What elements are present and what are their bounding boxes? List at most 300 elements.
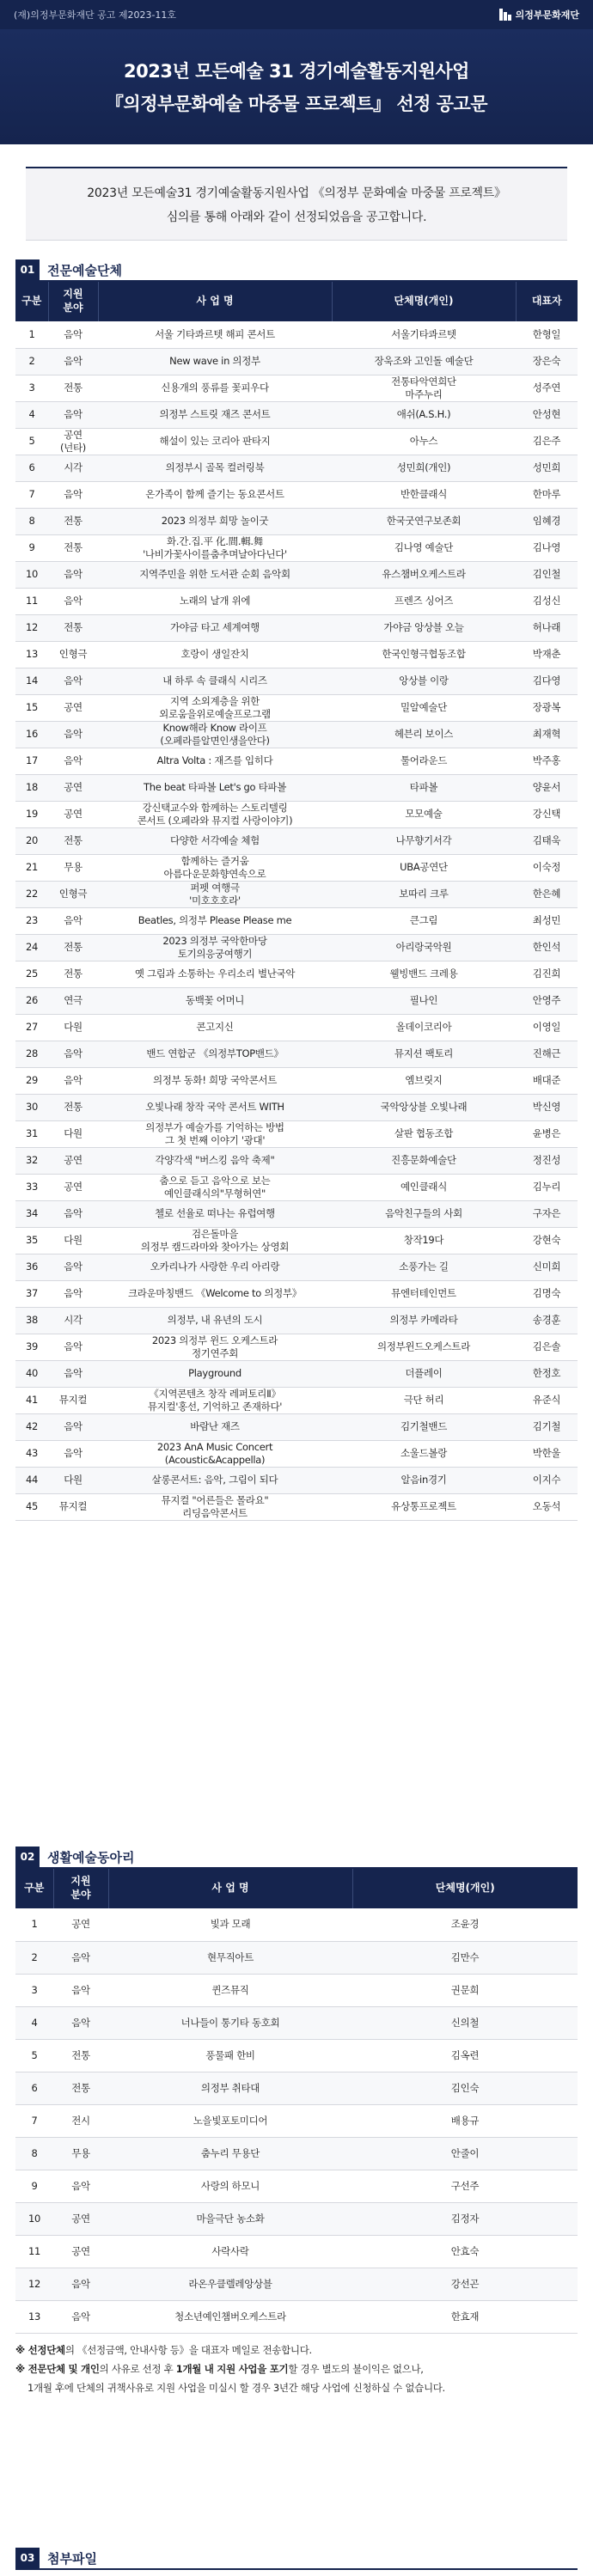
table-cell: 45 <box>15 1493 48 1520</box>
table-cell: 윤병은 <box>516 1120 578 1147</box>
column-header: 구분 <box>15 282 48 321</box>
table-cell: 춤으로 듣고 음악으로 보는 예인클래식의"무형허연" <box>98 1174 332 1200</box>
table-row <box>15 1334 578 1360</box>
table-cell: 2023 의정부 국악한마당 토기의응궁여행기 <box>98 934 332 961</box>
table-cell: 헤븐리 보이스 <box>332 721 516 748</box>
table-cell: 극단 허리 <box>332 1387 516 1413</box>
table-cell: Know해라 Know 라이프 (오페라를알면인생을안다) <box>98 721 332 748</box>
table-cell: 공연 <box>53 2235 108 2268</box>
table-cell: 뮤지션 팩토리 <box>332 1041 516 1067</box>
table-cell: 5 <box>15 428 48 455</box>
table-cell: 37 <box>15 1280 48 1307</box>
table-cell: 김만수 <box>352 1941 578 1974</box>
table-cell: 6 <box>15 2072 53 2104</box>
table-cell: 1 <box>15 1908 53 1941</box>
table-cell: 김옥련 <box>352 2039 578 2072</box>
table-cell: 27 <box>15 1014 48 1041</box>
table-cell: 26 <box>15 987 48 1014</box>
note-text: 할 경우 별도의 불이익은 없으나, <box>288 2362 424 2375</box>
table-cell: 공연 <box>48 801 98 827</box>
table-cell: 강신택교수와 함께하는 스토리텔링 콘서트 (오페라와 뮤지컬 사랑이야기) <box>98 801 332 827</box>
table-cell: 31 <box>15 1120 48 1147</box>
table-cell: 전통 <box>53 2039 108 2072</box>
table-cell: 음악 <box>53 1941 108 1974</box>
table-cell: 김나영 <box>516 534 578 561</box>
table-cell: 마을극단 농소화 <box>108 2202 352 2235</box>
section-title: 첨부파일 <box>47 2550 97 2567</box>
column-header: 지원 분야 <box>53 1869 108 1908</box>
table-cell: 음악 <box>48 1334 98 1360</box>
table-cell: 김기철 <box>516 1413 578 1440</box>
table-cell: 33 <box>15 1174 48 1200</box>
hero-title-line2: 『의정부문화예술 마중물 프로젝트』 선정 공고문 <box>105 94 488 114</box>
table-row <box>15 1014 578 1041</box>
table-cell: 신미희 <box>516 1254 578 1280</box>
table-cell: 시각 <box>48 1307 98 1334</box>
table-cell: 8 <box>15 2137 53 2170</box>
table-cell: 음악 <box>48 1440 98 1467</box>
table-row <box>15 508 578 534</box>
table-cell: 2023 의정부 희망 놀이굿 <box>98 508 332 534</box>
table-cell: 의정부 카메라타 <box>332 1307 516 1334</box>
table-cell: 모모예술 <box>332 801 516 827</box>
table-cell: 강신택 <box>516 801 578 827</box>
table-cell: 허나래 <box>516 614 578 641</box>
table-cell: 너나들이 통기타 동호회 <box>108 2006 352 2039</box>
table-cell: 웰빙밴드 크레용 <box>332 961 516 987</box>
table-cell: 한국인형극협동조합 <box>332 641 516 668</box>
table-cell: 전통 <box>48 375 98 401</box>
table-cell: 장은숙 <box>516 348 578 375</box>
hobby-clubs-table <box>15 1869 578 2334</box>
brand <box>499 8 579 21</box>
table-cell: 음악 <box>48 481 98 508</box>
table-cell: 안줄이 <box>352 2137 578 2170</box>
table-cell: 19 <box>15 801 48 827</box>
note-bold: ※ 전문단체 및 개인 <box>15 2362 100 2375</box>
section-heading <box>15 1848 578 1869</box>
table-cell: 3 <box>15 375 48 401</box>
table-cell: 의정부가 예술가를 기억하는 방법 그 첫 번째 이야기 '광대' <box>98 1120 332 1147</box>
table-cell: 오카리나가 사랑한 우리 아리랑 <box>98 1254 332 1280</box>
section-professional-groups <box>0 261 593 1521</box>
table-cell: 전통 <box>48 934 98 961</box>
table-cell: 동백꽃 어머니 <box>98 987 332 1014</box>
table-cell: 음악 <box>48 1360 98 1387</box>
table-cell: 34 <box>15 1200 48 1227</box>
table-cell: 9 <box>15 2170 53 2202</box>
table-cell: 2 <box>15 348 48 375</box>
table-cell: 성민희(개인) <box>332 455 516 481</box>
section-title: 전문예술단체 <box>47 262 122 278</box>
table-row <box>15 401 578 428</box>
table-cell: 화.간.집.平 化.間.輯.舞 '나비가꽃사이를춤추며날아다닌다' <box>98 534 332 561</box>
table-cell: 소울드볼랑 <box>332 1440 516 1467</box>
table-cell: 오동석 <box>516 1493 578 1520</box>
column-header: 단체명(개인) <box>352 1869 578 1908</box>
table-row <box>15 428 578 455</box>
table-cell: 앙상블 이랑 <box>332 668 516 694</box>
table-cell: 안효숙 <box>352 2235 578 2268</box>
table-row <box>15 1387 578 1413</box>
table-row <box>15 2170 578 2202</box>
table-cell: 퀸즈뮤직 <box>108 1974 352 2006</box>
table-cell: 툴어라운드 <box>332 748 516 774</box>
section-hobby-clubs <box>0 1848 593 2334</box>
table-cell: 김다영 <box>516 668 578 694</box>
table-cell: 정진성 <box>516 1147 578 1174</box>
table-header-row <box>15 282 578 321</box>
section-title: 생활예술동아리 <box>47 1849 135 1865</box>
note-text: 의 사유로 선정 후 <box>99 2362 176 2375</box>
table-cell: 크라운마칭밴드 《Welcome to 의정부》 <box>98 1280 332 1307</box>
table-cell: 한형일 <box>516 321 578 348</box>
table-cell: 음악 <box>48 401 98 428</box>
table-cell: 의정부윈드오케스트라 <box>332 1334 516 1360</box>
table-row <box>15 1908 578 1941</box>
table-cell: 10 <box>15 561 48 588</box>
table-cell: 소풍가는 길 <box>332 1254 516 1280</box>
table-cell: 24 <box>15 934 48 961</box>
table-cell: 한마루 <box>516 481 578 508</box>
table-cell: 11 <box>15 2235 53 2268</box>
table-cell: 21 <box>15 854 48 881</box>
table-cell: 15 <box>15 694 48 721</box>
table-cell: 바람난 재즈 <box>98 1413 332 1440</box>
table-cell: 44 <box>15 1467 48 1493</box>
table-cell: 의정부 취타대 <box>108 2072 352 2104</box>
table-cell: 14 <box>15 668 48 694</box>
table-row <box>15 2006 578 2039</box>
table-cell: 39 <box>15 1334 48 1360</box>
table-cell: 전통 <box>48 827 98 854</box>
table-cell: 가야금 앙상블 오늘 <box>332 614 516 641</box>
table-cell: 17 <box>15 748 48 774</box>
table-cell: 인형극 <box>48 881 98 907</box>
table-cell: 전통 <box>48 534 98 561</box>
table-cell: 임혜경 <box>516 508 578 534</box>
table-cell: 전통 <box>48 508 98 534</box>
table-cell: 의정부 스트릿 재즈 콘서트 <box>98 401 332 428</box>
table-cell: 구자은 <box>516 1200 578 1227</box>
table-row <box>15 534 578 561</box>
table-cell: 2023 의정부 윈드 오케스트라 정기연주회 <box>98 1334 332 1360</box>
table-row <box>15 961 578 987</box>
table-cell: 음악 <box>48 321 98 348</box>
note-text: 의 《선정금액, 안내사항 등》을 대표자 메일로 전송합니다. <box>64 2344 312 2356</box>
table-cell: 음악 <box>53 2300 108 2333</box>
table-cell: 5 <box>15 2039 53 2072</box>
table-cell: 반한클래식 <box>332 481 516 508</box>
table-row <box>15 641 578 668</box>
note-bold: ※ 선정단체 <box>15 2344 65 2356</box>
table-row <box>15 1307 578 1334</box>
table-cell: 성민희 <box>516 455 578 481</box>
table-row <box>15 774 578 801</box>
table-cell: 옛 그림과 소통하는 우리소리 별난국악 <box>98 961 332 987</box>
table-cell: 아누스 <box>332 428 516 455</box>
table-row <box>15 614 578 641</box>
table-row <box>15 1041 578 1067</box>
section-number: 02 <box>15 1847 40 1867</box>
table-cell: 뮤엔터테인먼트 <box>332 1280 516 1307</box>
table-cell: 김인숙 <box>352 2072 578 2104</box>
table-cell: 음악 <box>53 2268 108 2300</box>
table-cell: 진해근 <box>516 1041 578 1067</box>
table-row <box>15 321 578 348</box>
table-cell: 창작19다 <box>332 1227 516 1254</box>
table-cell: 22 <box>15 881 48 907</box>
table-cell: 조윤경 <box>352 1908 578 1941</box>
table-cell: 최재혁 <box>516 721 578 748</box>
table-cell: 애쉬(A.S.H.) <box>332 401 516 428</box>
table-cell: 구선주 <box>352 2170 578 2202</box>
brand-name: 의정부문화재단 <box>515 9 579 21</box>
table-cell: 나무향기서각 <box>332 827 516 854</box>
table-row <box>15 2235 578 2268</box>
table-row <box>15 987 578 1014</box>
table-cell: 뮤지컬 <box>48 1493 98 1520</box>
table-cell: 의정부시 골목 컬러링북 <box>98 455 332 481</box>
column-header: 대표자 <box>516 282 578 321</box>
table-cell: 음악 <box>48 748 98 774</box>
table-cell: 뮤지컬 "어른들은 몰라요" 리딩음악콘서트 <box>98 1493 332 1520</box>
table-cell: 음악 <box>48 1254 98 1280</box>
table-cell: 30 <box>15 1094 48 1120</box>
table-cell: 음악 <box>48 348 98 375</box>
table-cell: 유상통프로젝트 <box>332 1493 516 1520</box>
table-cell: 16 <box>15 721 48 748</box>
professional-groups-table <box>15 282 578 1521</box>
table-row <box>15 1067 578 1094</box>
table-cell: 보따리 크루 <box>332 881 516 907</box>
table-cell: 유스챔버오케스트라 <box>332 561 516 588</box>
table-cell: 사랑의 하모니 <box>108 2170 352 2202</box>
table-cell: 온가족이 함께 즐기는 동요콘서트 <box>98 481 332 508</box>
table-cell: 음악 <box>48 721 98 748</box>
table-row <box>15 1094 578 1120</box>
table-cell: 29 <box>15 1067 48 1094</box>
table-cell: 13 <box>15 641 48 668</box>
table-cell: 음악 <box>53 2170 108 2202</box>
table-cell: 7 <box>15 481 48 508</box>
table-cell: 춤누리 무용단 <box>108 2137 352 2170</box>
table-cell: 7 <box>15 2104 53 2137</box>
table-cell: 장광복 <box>516 694 578 721</box>
table-cell: 김정자 <box>352 2202 578 2235</box>
table-cell: 공연 <box>48 1174 98 1200</box>
table-cell: 12 <box>15 2268 53 2300</box>
table-cell: 신용개의 풍류를 꽃피우다 <box>98 375 332 401</box>
table-cell: 성주연 <box>516 375 578 401</box>
table-cell: 신의철 <box>352 2006 578 2039</box>
table-cell: 각양각색 "버스킹 음악 축제" <box>98 1147 332 1174</box>
table-cell: 무용 <box>48 854 98 881</box>
table-cell: 박주홍 <box>516 748 578 774</box>
table-cell: 라온우클렐레앙상블 <box>108 2268 352 2300</box>
table-cell: 노을빛포토미디어 <box>108 2104 352 2137</box>
table-row <box>15 455 578 481</box>
table-cell: 2 <box>15 1941 53 1974</box>
table-cell: 김은솔 <box>516 1334 578 1360</box>
table-cell: 음악 <box>53 1974 108 2006</box>
table-row <box>15 1227 578 1254</box>
table-row <box>15 854 578 881</box>
table-row <box>15 1360 578 1387</box>
table-cell: 공연 <box>48 1147 98 1174</box>
table-cell: 김누리 <box>516 1174 578 1200</box>
table-cell: 한정호 <box>516 1360 578 1387</box>
table-cell: 6 <box>15 455 48 481</box>
table-cell: 첼로 선율로 떠나는 유럽여행 <box>98 1200 332 1227</box>
table-cell: 최성민 <box>516 907 578 934</box>
hero-banner <box>0 29 593 144</box>
table-row <box>15 801 578 827</box>
table-cell: 10 <box>15 2202 53 2235</box>
table-cell: 김나영 예술단 <box>332 534 516 561</box>
table-row <box>15 2137 578 2170</box>
table-cell: 예인클래식 <box>332 1174 516 1200</box>
table-cell: New wave in 의정부 <box>98 348 332 375</box>
table-cell: 오빛나래 창작 국악 콘서트 WITH <box>98 1094 332 1120</box>
table-row <box>15 934 578 961</box>
table-cell: 서울기타콰르텟 <box>332 321 516 348</box>
table-cell: 배대준 <box>516 1067 578 1094</box>
hero-title-line1: 2023년 모든예술 31 경기예술활동지원사업 <box>124 61 469 82</box>
table-cell: 한은혜 <box>516 881 578 907</box>
table-cell: 의정부, 내 유년의 도시 <box>98 1307 332 1334</box>
table-row <box>15 348 578 375</box>
table-cell: 사락사락 <box>108 2235 352 2268</box>
table-row <box>15 1254 578 1280</box>
table-row <box>15 1147 578 1174</box>
table-cell: 퍼펫 여행극 '미호호호라' <box>98 881 332 907</box>
table-cell: 12 <box>15 614 48 641</box>
table-cell: 전통 <box>48 961 98 987</box>
table-row <box>15 2300 578 2333</box>
table-row <box>15 481 578 508</box>
section-number: 01 <box>15 259 40 280</box>
table-row <box>15 2072 578 2104</box>
table-cell: 8 <box>15 508 48 534</box>
table-cell: 노래의 날개 위에 <box>98 588 332 614</box>
section-heading <box>15 2549 578 2570</box>
section-heading <box>15 261 578 282</box>
table-cell: 타파볼 <box>332 774 516 801</box>
table-cell: 35 <box>15 1227 48 1254</box>
note-line <box>15 2341 578 2360</box>
intro-line2: 심의를 통해 아래와 같이 선정되었음을 공고합니다. <box>166 210 427 224</box>
table-cell: 2023 AnA Music Concert (Acoustic&Acappella) <box>98 1440 332 1467</box>
table-cell: 한인석 <box>516 934 578 961</box>
table-cell: 41 <box>15 1387 48 1413</box>
column-header: 사 업 명 <box>108 1869 352 1908</box>
table-cell: 음악 <box>48 907 98 934</box>
table-cell: 박한울 <box>516 1440 578 1467</box>
table-row <box>15 2039 578 2072</box>
table-cell: 다양한 서각예술 체험 <box>98 827 332 854</box>
table-cell: 김진희 <box>516 961 578 987</box>
table-cell: 32 <box>15 1147 48 1174</box>
table-cell: The beat 타파볼 Let's go 타파볼 <box>98 774 332 801</box>
table-row <box>15 694 578 721</box>
table-cell: 42 <box>15 1413 48 1440</box>
table-cell: 더플레이 <box>332 1360 516 1387</box>
table-cell: 음악 <box>48 668 98 694</box>
table-cell: 20 <box>15 827 48 854</box>
table-cell: Altra Volta : 재즈를 입히다 <box>98 748 332 774</box>
table-cell: 공연 <box>48 694 98 721</box>
foundation-logo-icon <box>499 9 511 21</box>
table-cell: 내 하루 속 클래식 시리즈 <box>98 668 332 694</box>
table-cell: 양윤서 <box>516 774 578 801</box>
table-cell: 국악앙상블 오빛나래 <box>332 1094 516 1120</box>
table-cell: 11 <box>15 588 48 614</box>
table-cell: 3 <box>15 1974 53 2006</box>
table-cell: 가야금 타고 세계여행 <box>98 614 332 641</box>
table-cell: 음악 <box>48 1041 98 1067</box>
table-cell: 진흥문화예술단 <box>332 1147 516 1174</box>
table-row <box>15 1493 578 1520</box>
table-cell: 13 <box>15 2300 53 2333</box>
table-cell: 지역 소외계층을 위한 외로움을위로예술프로그램 <box>98 694 332 721</box>
table-cell: 음악 <box>53 2006 108 2039</box>
table-cell: 프렌즈 싱어즈 <box>332 588 516 614</box>
table-cell: 40 <box>15 1360 48 1387</box>
table-cell: 해설이 있는 코리아 판타지 <box>98 428 332 455</box>
table-cell: 인형극 <box>48 641 98 668</box>
table-cell: 전시 <box>53 2104 108 2137</box>
table-cell: 빛과 모래 <box>108 1908 352 1941</box>
table-cell: 시각 <box>48 455 98 481</box>
note-line <box>15 2360 578 2379</box>
table-cell: 송경훈 <box>516 1307 578 1334</box>
table-cell: 음악 <box>48 1200 98 1227</box>
table-row <box>15 2104 578 2137</box>
table-cell: 음악 <box>48 561 98 588</box>
table-cell: 4 <box>15 2006 53 2039</box>
table-cell: 전통 <box>53 2072 108 2104</box>
column-header: 단체명(개인) <box>332 282 516 321</box>
table-cell: 28 <box>15 1041 48 1067</box>
table-cell: 43 <box>15 1440 48 1467</box>
table-cell: 풍물패 한비 <box>108 2039 352 2072</box>
table-cell: 이영일 <box>516 1014 578 1041</box>
table-cell: 큰그림 <box>332 907 516 934</box>
table-cell: UBA공연단 <box>332 854 516 881</box>
table-cell: 김태욱 <box>516 827 578 854</box>
table-cell: 콘고지신 <box>98 1014 332 1041</box>
table-cell: 36 <box>15 1254 48 1280</box>
table-cell: 호랑이 생일잔치 <box>98 641 332 668</box>
table-cell: 9 <box>15 534 48 561</box>
table-cell: 검은돌마을 의정부 캠드라마와 찾아가는 상영회 <box>98 1227 332 1254</box>
table-cell: 이지수 <box>516 1467 578 1493</box>
table-cell: 전통타악연희단 마주누리 <box>332 375 516 401</box>
table-cell: 올데이코리아 <box>332 1014 516 1041</box>
table-cell: 밴드 연합군 《의정부TOP밴드》 <box>98 1041 332 1067</box>
column-header: 구분 <box>15 1869 53 1908</box>
table-cell: 김기철밴드 <box>332 1413 516 1440</box>
table-cell: 현무직아트 <box>108 1941 352 1974</box>
table-cell: 엠브릿지 <box>332 1067 516 1094</box>
table-cell: 공연 (넌타) <box>48 428 98 455</box>
table-header-row <box>15 1869 578 1908</box>
column-header: 사 업 명 <box>98 282 332 321</box>
table-cell: 강선곤 <box>352 2268 578 2300</box>
section-attachments <box>0 2549 593 2570</box>
table-cell: 박신영 <box>516 1094 578 1120</box>
